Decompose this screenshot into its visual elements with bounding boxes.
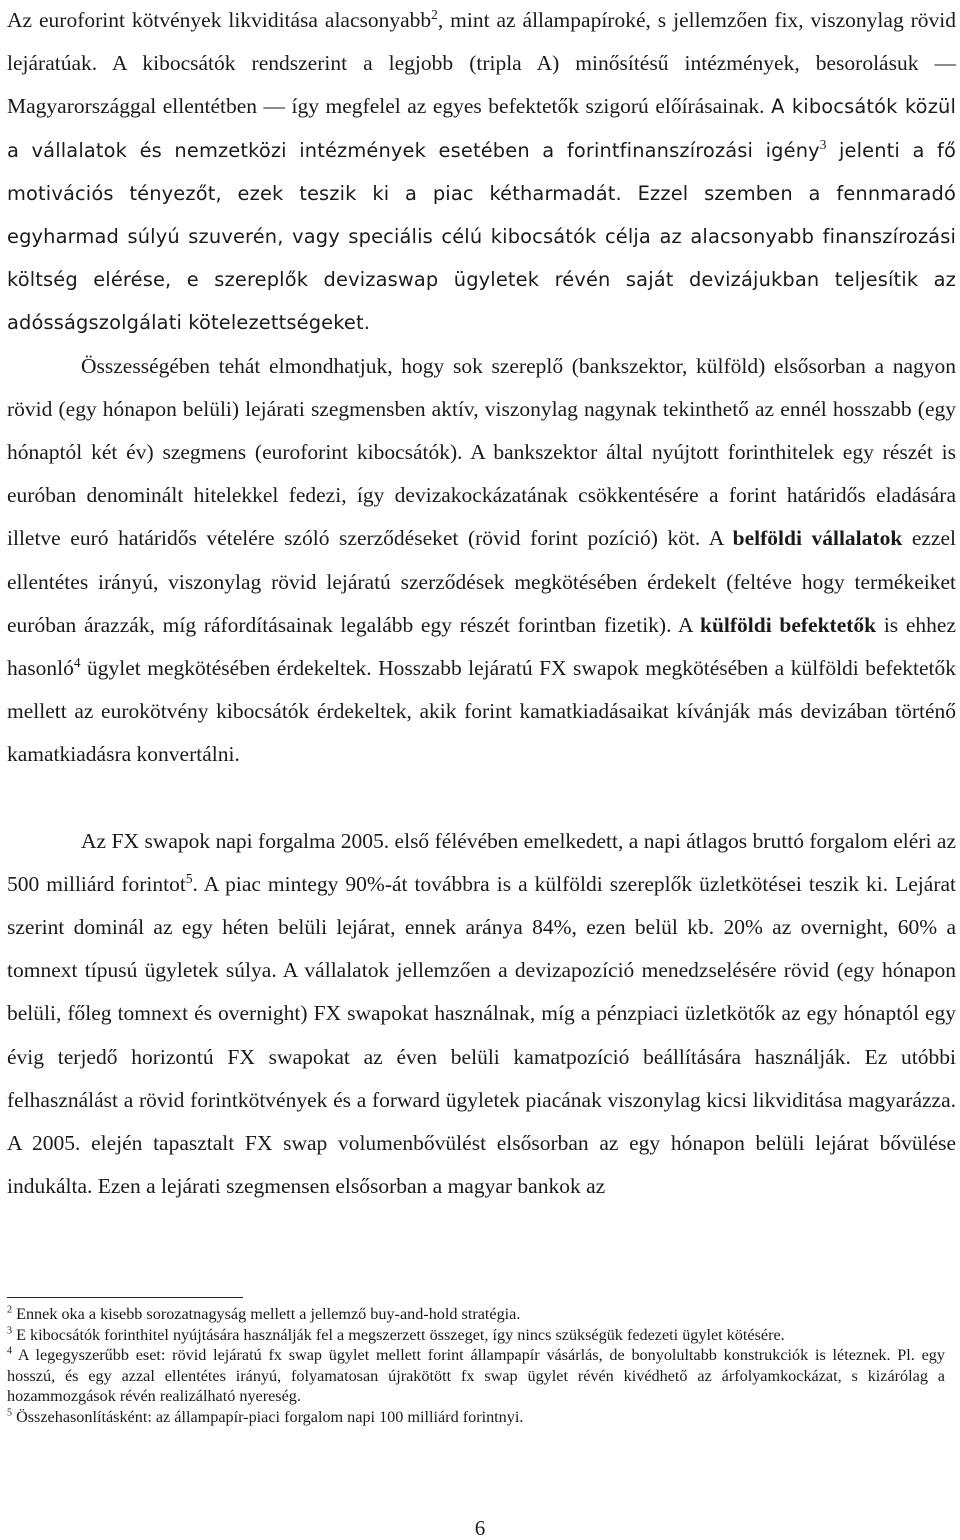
footnote-number: 3: [7, 1325, 13, 1337]
page-number: 6: [474, 1516, 486, 1540]
text-run: A kibocsátók közül a vállalatok és nemzetközi intézmények esetében a forintfinanszírozási igény: [7, 95, 956, 162]
text-run: Összehasonlításként: az állampapír-piaci forgalom napi 100 milliárd forintnyi.: [12, 1407, 524, 1426]
text-run: Összességében tehát elmondhatjuk, hogy sok szereplő (bankszektor, külföld) elsősorban a nagyon rövid (egy hónapon belüli) lejárati szegmensben aktív, viszonylag nagynak tekinthető az ennél hosszabb (egy hónaptól két év) szegmens (euroforint kibocsátók). A bankszektor által nyújtott forinthitelek egy részét is euróban denominált hitelekkel fedezi, így devizakockázatának csökkentésére a forint határidős eladására illetve euró határidős vételére szóló szerződéseket (rövid forint pozíció) köt. A: [7, 353, 956, 551]
text-run: Ennek oka a kisebb sorozatnagyság mellett a jellemző buy-and-hold stratégia.: [12, 1305, 521, 1323]
text-run: , mint az állampapíroké, s jellemzően fix, viszonylag rövid lejáratúak. A kibocsátók rendszerint a legjobb (tripla A) minősítésű intézmények, besorolásuk ― Magyarországgal ellentétben ― így megfelel az egyes befektetők szigorú előírásainak.: [7, 8, 957, 119]
paragraph: [7, 820, 956, 1209]
paragraph: [7, 0, 956, 345]
footnote-number: 4: [7, 1345, 13, 1357]
footnote-ref: 5: [185, 870, 193, 886]
footnote: [7, 1304, 945, 1325]
footnote: [7, 1325, 945, 1346]
paragraph: [7, 345, 956, 777]
footnotes: [7, 1304, 945, 1427]
text-run: jelenti a fő motivációs tényezőt, ezek teszik ki a piac kétharmadát. Ezzel szemben a fennmaradó egyharmad súlyú szuverén, vagy speciális célú kibocsátók célja az alacsonyabb finanszírozási költség elérése, e szereplők devizaswap ügyletek révén saját devizájukban teljesítik az adósságszolgálati kötelezettségeket.: [7, 138, 957, 335]
bold-term: külföldi befektetők: [700, 612, 877, 637]
footnote-number: 5: [7, 1407, 13, 1419]
text-run: Az euroforint kötvények likviditása alacsonyabb: [7, 8, 432, 32]
bold-term: belföldi vállalatok: [732, 526, 903, 551]
text-run: E kibocsátók forinthitel nyújtására használják fel a megszerzett összeget, így nincs szükségük fedezeti ügylet kötésére.: [12, 1325, 785, 1344]
footnote-ref: 3: [819, 136, 827, 152]
footnote-separator: [7, 1297, 243, 1298]
footnote-number: 2: [7, 1304, 13, 1316]
document-page: [7, 0, 956, 1208]
footnote: [7, 1407, 945, 1428]
text-run: . A piac mintegy 90%-át továbbra is a külföldi szereplők üzletkötései teszik ki. Lejárat szerint dominál az egy héten belüli lejárat, ennek aránya 84%, ezen belül kb. 20% az overnight, 60% a tomnext típusú ügyletek súlya. A vállalatok jellemzően a devizapozíció menedzselésére rövid (egy hónapon belüli, főleg tomnext és overnight) FX swapokat használnak, míg a pénzpiaci üzletkötők az egy hónaptól egy évig terjedő horizontú FX swapokat az éven belüli kamatpozíció beállítására használják. Ez utóbbi felhasználást a rövid forintkötvények és a forward ügyletek piacának viszonylag kicsi likviditása magyarázza. A 2005. elején tapasztalt FX swap volumenbővülést elsősorban az egy hónapon belüli lejárat bővülése indukálta. Ezen a lejárati szegmensen elsősorban a magyar bankok az: [7, 871, 957, 1199]
text-run: is ehhez hasonló: [7, 612, 957, 681]
footnote-ref: 2: [431, 6, 438, 22]
footnote-ref: 4: [73, 654, 81, 670]
footnote: [7, 1345, 945, 1407]
text-run: ezzel ellentétes irányú, viszonylag rövid lejáratú szerződések megkötésében érdekelt (feltéve hogy termékeiket euróban árazzák, míg ráfordításainak legalább egy részét forintban fizetik). A: [7, 526, 957, 637]
text-run: ügylet megkötésében érdekeltek. Hosszabb lejáratú FX swapok megkötésében a külföldi befektetők mellett az eurokötvény kibocsátók érdekeltek, akik forint kamatkiadásaikat kívánják más devizában történő kamatkiadásra konvertálni.: [7, 656, 956, 767]
text-run: A legegyszerűbb eset: rövid lejáratú fx swap ügylet mellett forint állampapír vásárlás, de bonyolultabb konstrukciók is léteznek. Pl. egy hosszú, és egy azzal ellentétes irányú, folyamatosan újrakötött fx swap ügylet révén kivédhető az árfolyamkockázat, s kizárólag a hozammozgások révén realizálható nyereség.: [7, 1346, 945, 1405]
text-run: Az FX swapok napi forgalma 2005. első félévében emelkedett, a napi átlagos bruttó forgalom eléri az 500 milliárd forintot: [7, 828, 956, 896]
